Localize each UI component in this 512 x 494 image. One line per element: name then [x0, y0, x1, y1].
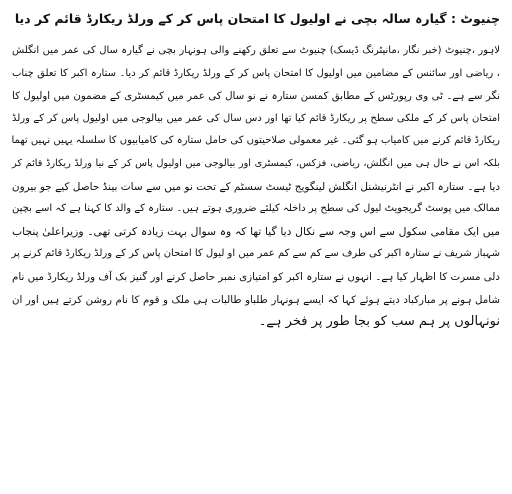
article-body-line: شامل ہونے پر مبارکباد دیتے ہوئے کہا کہ ایسے ہونہار طلباو طالبات ہی ملک و قوم کا نام روشن کرتے ہیں اور ان [12, 293, 500, 306]
article-body-line: نونہالوں پر ہم سب کو بجا طور پر فخر ہے۔ [258, 314, 500, 330]
article-headline: چنیوٹ : گیارہ سالہ بچی نے اولیول کا امتحان پاس کر کے ورلڈ ریکارڈ قائم کر دیا [14, 11, 500, 26]
article-body-line: ممالک میں پوسٹ گریجویٹ لیول کی سطح پر داخلہ کیلئے ضروری ہوتے ہیں۔ ستارہ کے والد کا کہنا ہے کہ اسے بچپن [12, 203, 500, 215]
article-body-line: دلی مسرت کا اظہار کیا ہے۔ انہوں نے ستارہ اکبر کو امتیازی نمبر حاصل کرنے اور گنیز بک آف ورلڈ ریکارڈ میں نام [12, 270, 500, 283]
article-body-line: میں ایک مقامی سکول سے اس وجہ سے نکال دیا گیا تھا کہ وہ سوال بہت زیادہ کرتی تھی۔ وزیراعلیٰ پنجاب [12, 224, 500, 238]
article-body [10, 40, 502, 334]
article-body-line: لاہور ،چنیوٹ (خبر نگار ،مانیٹرنگ ڈیسک) چنیوٹ سے تعلق رکھنے والی ہونہار بچی نے گیارہ سال کی عمر میں انگلش [12, 45, 500, 56]
article-body-line: بلکہ اس نے حال ہی میں انگلش، ریاضی، فزکس، کیمسٹری اور بیالوجی میں اولیول پاس کر کے نیا ورلڈ ریکارڈ قائم کر [12, 157, 500, 169]
article-body-line: امتحان پاس کر کے ملکی سطح پر ریکارڈ قائم کیا تھا اور دس سال کی عمر میں بیالوجی میں اولیول پاس کر کے ورلڈ [12, 112, 500, 124]
article-body-line: ریکارڈ قائم کرنے میں کامیاب ہو گئی۔ غیر معمولی صلاحیتوں کی حامل ستارہ کی کامیابیوں کا سلسلہ یہیں نہیں تھما [11, 135, 500, 147]
article-body-line: شہباز شریف نے ستارہ اکبر کی طرف سے کم سے کم عمر میں او لیول کا امتحان پاس کر کے ورلڈ ریکارڈ قائم کرنے پر [11, 248, 500, 260]
article-body-line: ، ریاضی اور سائنس کے مضامین میں اولیول کا امتحان پاس کر کے ورلڈ ریکارڈ قائم کر دیا۔ ستارہ اکبر کا تعلق چناب [12, 67, 500, 79]
article-body-line: دیا ہے۔ ستارہ اکبر نے انٹرنیشنل انگلش لینگویج ٹیسٹ سسٹم کے تحت نو میں سے سات بینڈ حاصل کیے جو بیرون [11, 180, 500, 193]
article-body-line: نگر سے ہے۔ ٹی وی رپورٹس کے مطابق کمسن ستارہ نے نو سال کی عمر میں کیمسٹری کے مضمون میں اولیول کا [12, 90, 500, 103]
